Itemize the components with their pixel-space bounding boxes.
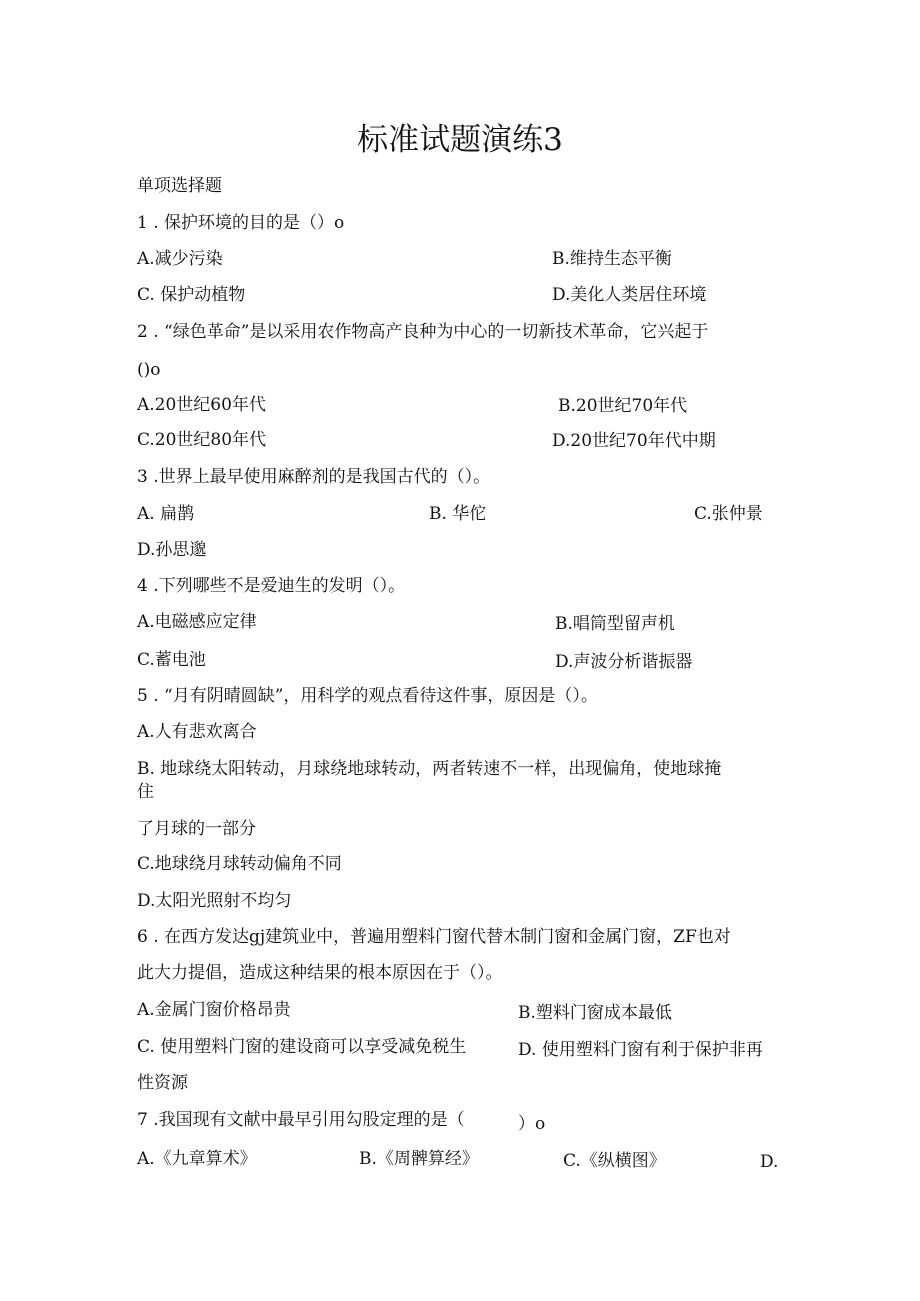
question-5-option-b-line1: B. 地球绕太阳转动，月球绕地球转动，两者转速不一样，出现偏角，使地球掩 <box>137 759 722 779</box>
question-6-option-a: A.金属门窗价格昂贵 <box>137 1000 291 1020</box>
question-3-option-b: B. 华佗 <box>429 504 487 524</box>
question-7-option-a: A.《九章算术》 <box>137 1149 257 1169</box>
question-4-option-c: C.蓄电池 <box>137 650 206 670</box>
question-2-option-d: D.20世纪70年代中期 <box>552 431 716 451</box>
question-1-option-a: A.减少污染 <box>137 249 223 269</box>
question-5-option-d: D.太阳光照射不均匀 <box>137 891 292 911</box>
question-6-option-c-line1: C. 使用塑料门窗的建设商可以享受减免税生 <box>137 1037 467 1057</box>
question-5-option-a: A.人有悲欢离合 <box>137 722 257 742</box>
question-6-option-b: B.塑料门窗成本最低 <box>518 1003 672 1023</box>
question-2-option-c: C.20世纪80年代 <box>137 430 267 450</box>
question-4-option-b: B.唱筒型留声机 <box>555 614 675 634</box>
question-7-stem-end: ）o <box>518 1114 546 1134</box>
question-5-option-c: C.地球绕月球转动偏角不同 <box>137 854 342 874</box>
question-1-stem: 1 . 保护环境的目的是（）o <box>137 213 345 233</box>
question-6-stem-line1: 6 . 在西方发达gj建筑业中，普遍用塑料门窗代替木制门窗和金属门窗，ZF也对 <box>137 927 731 947</box>
question-4-option-a: A.电磁感应定律 <box>137 612 257 632</box>
question-3-option-a: A. 扁鹊 <box>137 504 195 524</box>
question-7-option-b: B.《周髀算经》 <box>359 1149 479 1169</box>
page-title: 标准试题演练3 <box>357 122 563 158</box>
question-1-option-c: C. 保护动植物 <box>137 285 246 305</box>
question-4-option-d: D.声波分析谐振器 <box>555 652 693 672</box>
question-2-stem-line2: ()o <box>137 360 161 380</box>
question-3-option-c: C.张仲景 <box>694 504 763 524</box>
question-7-option-c: C.《纵横图》 <box>563 1151 666 1171</box>
question-7-option-d: D. <box>760 1152 779 1172</box>
question-5-option-b-line2: 住 <box>137 782 154 802</box>
question-3-option-d: D.孙思邈 <box>137 540 207 560</box>
question-6-option-d: D. 使用塑料门窗有利于保护非再 <box>518 1040 763 1060</box>
question-7-stem: 7 .我国现有文献中最早引用勾股定理的是（ <box>137 1110 465 1130</box>
question-1-option-b: B.维持生态平衡 <box>552 249 672 269</box>
question-2-stem-line1: 2 . “绿色革命”是以采用农作物高产良种为中心的一切新技术革命，它兴起于 <box>137 322 709 342</box>
question-6-stem-line2: 此大力提倡，造成这种结果的根本原因在于（）。 <box>137 963 503 983</box>
question-4-stem: 4 .下列哪些不是爱迪生的发明（）。 <box>137 576 406 596</box>
question-6-option-c-line2: 性资源 <box>137 1073 188 1093</box>
section-heading: 单项选择题 <box>137 176 222 196</box>
question-2-option-b: B.20世纪70年代 <box>558 396 688 416</box>
question-2-option-a: A.20世纪60年代 <box>137 395 266 415</box>
question-5-option-b-line3: 了月球的一部分 <box>137 819 256 839</box>
question-5-stem: 5 . “月有阴晴圆缺”，用科学的观点看待这件事，原因是（）。 <box>137 686 598 706</box>
question-1-option-d: D.美化人类居住环境 <box>552 285 707 305</box>
question-3-stem: 3 .世界上最早使用麻醉剂的是我国古代的（）。 <box>137 467 491 487</box>
